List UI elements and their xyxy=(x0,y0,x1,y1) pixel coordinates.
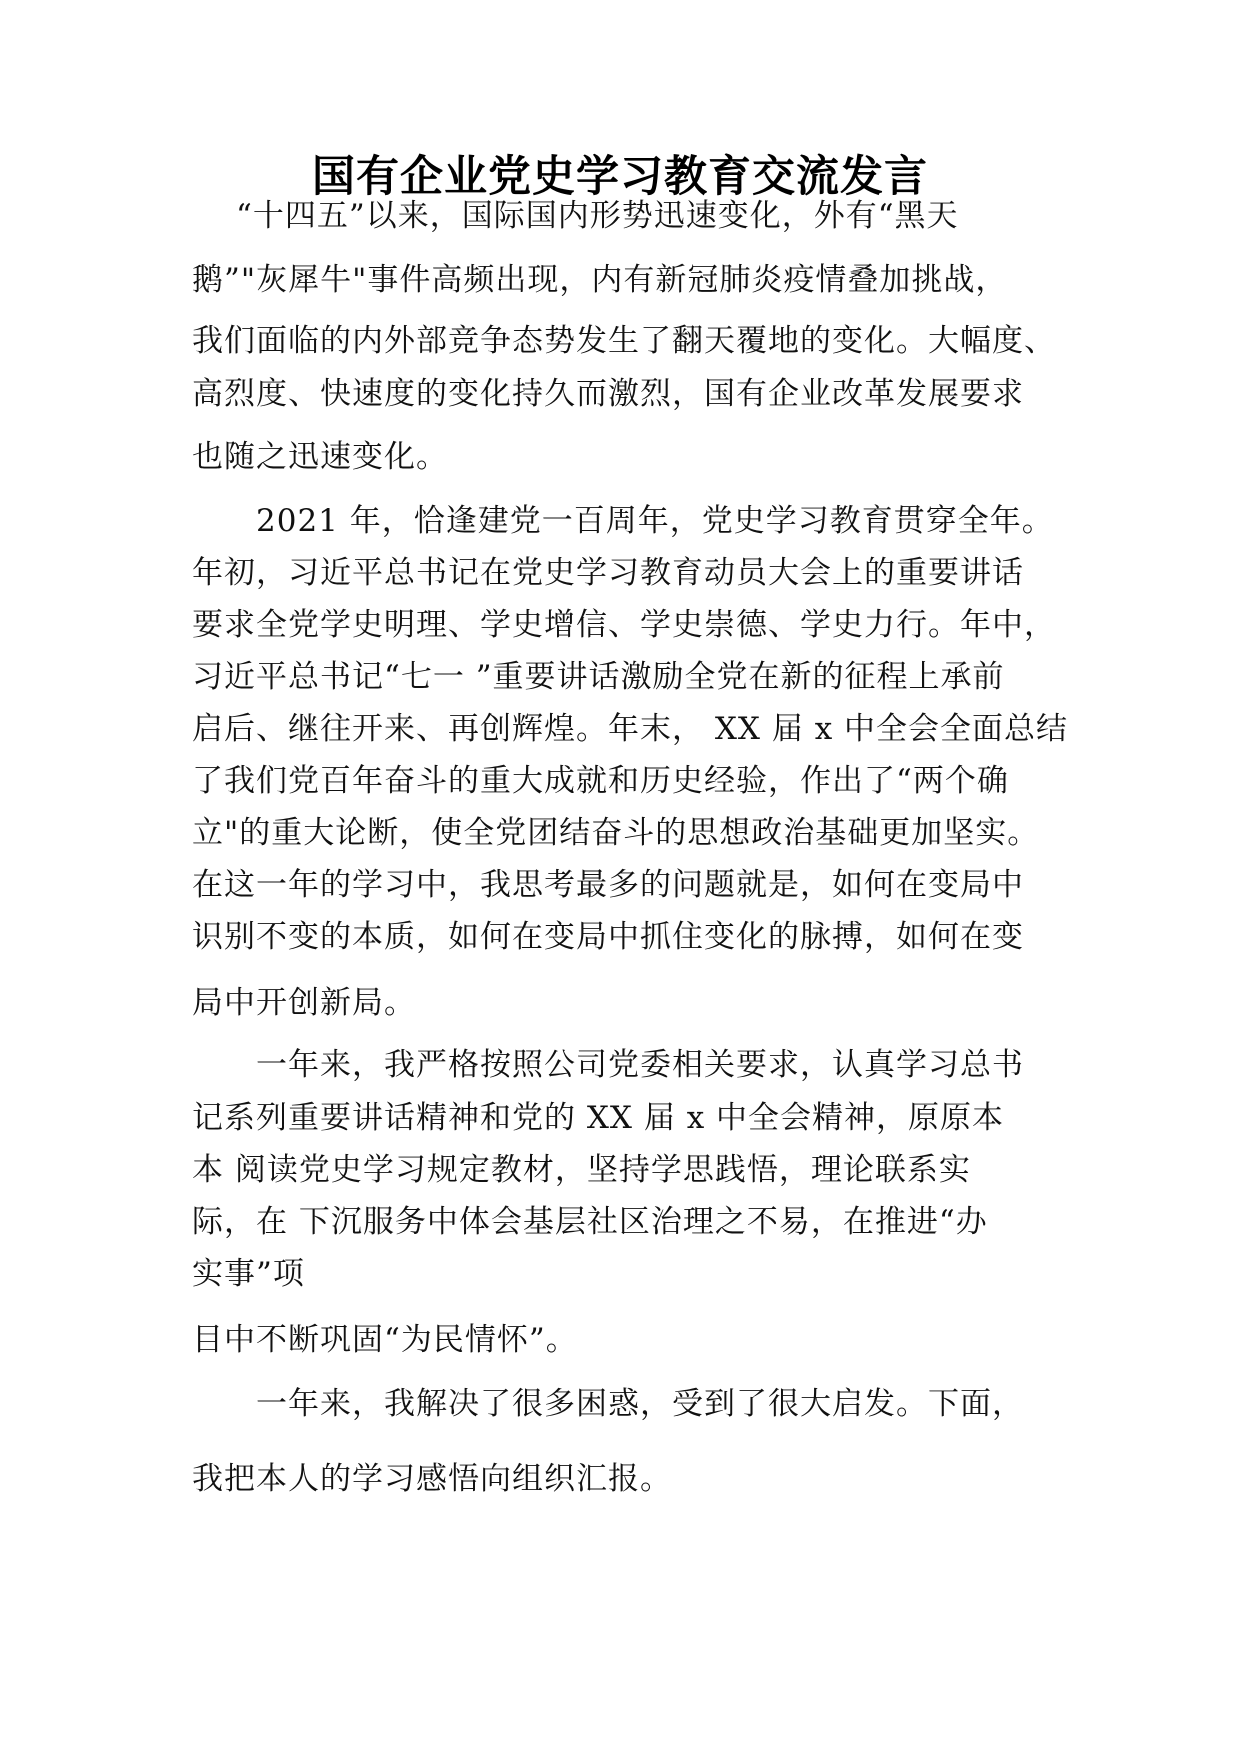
body-line: 记系列重要讲话精神和党的 XX 届 x 中全会精神，原原本 xyxy=(192,1100,1005,1136)
body-line: 立"的重大论断，使全党团结奋斗的思想政治基础更加坚实。 xyxy=(192,815,1040,851)
body-line: 年初，习近平总书记在党史学习教育动员大会上的重要讲话 xyxy=(192,555,1024,591)
body-line: 了我们党百年奋斗的重大成就和历史经验，作出了“两个确 xyxy=(192,763,1009,799)
body-line: 习近平总书记“七一 ”重要讲话激励全党在新的征程上承前 xyxy=(192,659,1005,695)
body-line: 2021 年，恰逢建党一百周年，党史学习教育贯穿全年。 xyxy=(256,503,1054,539)
body-line: 局中开创新局。 xyxy=(192,985,416,1021)
body-line: 目中不断巩固“为民情怀”。 xyxy=(192,1322,578,1358)
body-line: 识别不变的本质，如何在变局中抓住变化的脉搏，如何在变 xyxy=(192,919,1024,955)
body-line: 高烈度、快速度的变化持久而激烈，国有企业改革发展要求 xyxy=(192,376,1024,412)
body-line: 要求全党学史明理、学史增信、学史崇德、学史力行。年中， xyxy=(192,607,1056,643)
body-line: “十四五”以来，国际国内形势迅速变化，外有“黑天 xyxy=(236,198,959,234)
body-line: 在这一年的学习中，我思考最多的问题就是，如何在变局中 xyxy=(192,867,1024,903)
document-title: 国有企业党史学习教育交流发言 xyxy=(312,152,928,202)
body-line: 我把本人的学习感悟向组织汇报。 xyxy=(192,1461,672,1497)
body-line: 际，在 下沉服务中体会基层社区治理之不易，在推进“办 xyxy=(192,1204,988,1240)
body-line: 我们面临的内外部竞争态势发生了翻天覆地的变化。大幅度、 xyxy=(192,323,1056,359)
body-line: 也随之迅速变化。 xyxy=(192,439,448,475)
body-line: 一年来，我严格按照公司党委相关要求，认真学习总书 xyxy=(256,1047,1024,1083)
body-line: 本 阅读党史学习规定教材，坚持学思践悟，理论联系实 xyxy=(192,1152,971,1188)
body-line: 一年来，我解决了很多困惑，受到了很大启发。下面， xyxy=(256,1386,1024,1422)
body-line: 实事”项 xyxy=(192,1256,305,1292)
body-line: 启后、继往开来、再创辉煌。年末， XX 届 x 中全会全面总结 xyxy=(192,711,1069,747)
body-line: 鹅”"灰犀牛"事件高频出现，内有新冠肺炎疫情叠加挑战， xyxy=(192,262,1008,298)
